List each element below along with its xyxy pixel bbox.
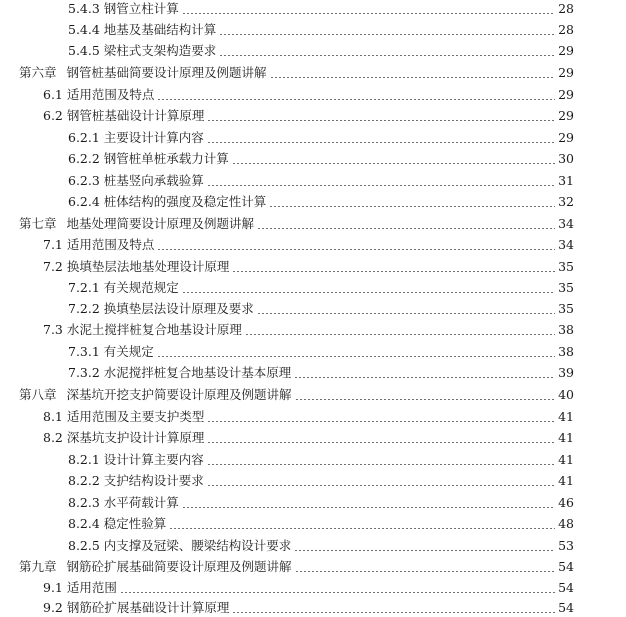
toc-entry[interactable] bbox=[68, 472, 574, 490]
dot-leader bbox=[219, 55, 555, 56]
toc-chapter-entry[interactable] bbox=[19, 558, 574, 576]
toc-entry-page: 41 bbox=[558, 430, 574, 445]
toc-entry-page: 41 bbox=[558, 452, 574, 467]
dot-leader bbox=[207, 464, 555, 465]
toc-entry-title: 7.1 适用范围及特点 bbox=[43, 237, 155, 252]
chapter-number: 第六章 bbox=[19, 65, 57, 80]
toc-entry[interactable] bbox=[68, 150, 574, 168]
dot-leader bbox=[232, 163, 555, 164]
dot-leader bbox=[294, 550, 555, 551]
toc-entry-title: 7.3.2 水泥搅拌桩复合地基设计基本原理 bbox=[68, 365, 292, 380]
toc-entry-page: 48 bbox=[558, 516, 574, 531]
toc-entry-page: 29 bbox=[558, 87, 574, 102]
toc-entry-title: 深基坑开挖支护简要设计原理及例题讲解 bbox=[66, 387, 292, 402]
dot-leader bbox=[219, 34, 555, 35]
toc-entry-title: 8.2.5 内支撑及冠梁、腰梁结构设计要求 bbox=[68, 538, 292, 553]
toc-entry-title: 6.2.1 主要设计计算内容 bbox=[68, 130, 204, 145]
toc-entry[interactable] bbox=[43, 258, 574, 276]
toc-entry[interactable] bbox=[68, 451, 574, 469]
dot-leader bbox=[120, 592, 555, 593]
toc-entry-page: 40 bbox=[558, 387, 574, 402]
toc-entry-page: 54 bbox=[558, 600, 574, 615]
toc-entry-page: 31 bbox=[558, 173, 574, 188]
dot-leader bbox=[245, 334, 555, 335]
toc-entry[interactable] bbox=[43, 236, 574, 254]
toc-entry-title: 6.2.2 钢管桩单桩承载力计算 bbox=[68, 151, 229, 166]
toc-entry-page: 53 bbox=[558, 538, 574, 553]
toc-entry-title: 6.2.4 桩体结构的强度及稳定性计算 bbox=[68, 194, 267, 209]
dot-leader bbox=[157, 249, 555, 250]
dot-leader bbox=[157, 99, 555, 100]
dot-leader bbox=[270, 77, 556, 78]
toc-entry[interactable] bbox=[43, 321, 574, 339]
toc-entry[interactable] bbox=[68, 279, 574, 297]
toc-entry[interactable] bbox=[68, 129, 574, 147]
toc-chapter-entry[interactable] bbox=[19, 64, 574, 82]
toc-entry[interactable] bbox=[68, 21, 574, 39]
toc-entry-page: 28 bbox=[558, 1, 574, 16]
toc-entry-title: 6.1 适用范围及特点 bbox=[43, 87, 155, 102]
toc-entry-page: 29 bbox=[558, 43, 574, 58]
dot-leader bbox=[207, 185, 555, 186]
toc-entry-title: 5.4.3 钢管立柱计算 bbox=[68, 1, 179, 16]
dot-leader bbox=[207, 442, 555, 443]
dot-leader bbox=[269, 206, 555, 207]
dot-leader bbox=[295, 399, 556, 400]
dot-leader bbox=[169, 528, 555, 529]
toc-entry-title: 7.2.2 换填垫层法设计原理及要求 bbox=[68, 301, 254, 316]
dot-leader bbox=[207, 120, 555, 121]
toc-entry-title: 9.2 钢筋砼扩展基础设计计算原理 bbox=[43, 600, 230, 615]
toc-entry[interactable] bbox=[43, 408, 574, 426]
dot-leader bbox=[207, 421, 555, 422]
toc-entry-page: 38 bbox=[558, 322, 574, 337]
toc-entry-title: 7.2 换填垫层法地基处理设计原理 bbox=[43, 259, 230, 274]
dot-leader bbox=[295, 571, 556, 572]
toc-entry-page: 28 bbox=[558, 22, 574, 37]
toc-entry-title: 7.2.1 有关规范规定 bbox=[68, 280, 179, 295]
toc-entry[interactable] bbox=[68, 537, 574, 555]
toc-entry-title: 5.4.5 梁柱式支架构造要求 bbox=[68, 43, 217, 58]
toc-entry-page: 35 bbox=[558, 280, 574, 295]
toc-entry-title: 地基处理简要设计原理及例题讲解 bbox=[66, 216, 255, 231]
toc-entry-title: 8.2 深基坑支护设计计算原理 bbox=[43, 430, 205, 445]
toc-entry[interactable] bbox=[68, 300, 574, 318]
toc-entry[interactable] bbox=[68, 193, 574, 211]
toc-entry[interactable] bbox=[68, 0, 574, 18]
toc-entry-page: 29 bbox=[558, 108, 574, 123]
toc-entry-page: 32 bbox=[558, 194, 574, 209]
toc-entry-title: 7.3 水泥土搅拌桩复合地基设计原理 bbox=[43, 322, 242, 337]
toc-entry-page: 54 bbox=[558, 559, 574, 574]
toc-entry-page: 41 bbox=[558, 473, 574, 488]
toc-entry-page: 35 bbox=[558, 259, 574, 274]
chapter-number: 第七章 bbox=[19, 216, 57, 231]
dot-leader bbox=[294, 377, 555, 378]
dot-leader bbox=[182, 507, 555, 508]
toc-entry-page: 34 bbox=[558, 216, 574, 231]
toc-entry-page: 34 bbox=[558, 237, 574, 252]
toc-entry-page: 38 bbox=[558, 344, 574, 359]
toc-entry-page: 39 bbox=[558, 365, 574, 380]
dot-leader bbox=[257, 228, 555, 229]
toc-entry[interactable] bbox=[68, 364, 574, 382]
dot-leader bbox=[182, 292, 555, 293]
toc-entry[interactable] bbox=[43, 599, 574, 617]
toc-entry-page: 29 bbox=[558, 130, 574, 145]
toc-entry-page: 46 bbox=[558, 495, 574, 510]
chapter-number: 第八章 bbox=[19, 387, 57, 402]
toc-entry[interactable] bbox=[68, 515, 574, 533]
toc-entry[interactable] bbox=[43, 429, 574, 447]
toc-entry-title: 8.1 适用范围及主要支护类型 bbox=[43, 409, 205, 424]
dot-leader bbox=[207, 142, 555, 143]
toc-entry[interactable] bbox=[68, 172, 574, 190]
toc-entry-page: 35 bbox=[558, 301, 574, 316]
toc-entry-title: 6.2 钢管桩基础设计计算原理 bbox=[43, 108, 205, 123]
toc-entry[interactable] bbox=[43, 86, 574, 104]
toc-entry-page: 54 bbox=[558, 580, 574, 595]
toc-entry-page: 29 bbox=[558, 65, 574, 80]
toc-entry-title: 钢管桩基础简要设计原理及例题讲解 bbox=[66, 65, 267, 80]
toc-entry[interactable] bbox=[68, 42, 574, 60]
toc-entry[interactable] bbox=[43, 579, 574, 597]
chapter-number: 第九章 bbox=[19, 559, 57, 574]
toc-entry-page: 30 bbox=[558, 151, 574, 166]
toc-entry-page: 41 bbox=[558, 409, 574, 424]
toc-entry[interactable] bbox=[68, 343, 574, 361]
toc-entry-title: 8.2.4 稳定性验算 bbox=[68, 516, 167, 531]
dot-leader bbox=[257, 313, 555, 314]
dot-leader bbox=[207, 485, 555, 486]
toc-entry-title: 5.4.4 地基及基础结构计算 bbox=[68, 22, 217, 37]
dot-leader bbox=[232, 271, 555, 272]
toc-chapter-entry[interactable] bbox=[19, 386, 574, 404]
toc-entry-title: 9.1 适用范围 bbox=[43, 580, 117, 595]
toc-entry-title: 8.2.1 设计计算主要内容 bbox=[68, 452, 204, 467]
toc-entry-title: 7.3.1 有关规定 bbox=[68, 344, 154, 359]
toc-entry-title: 钢筋砼扩展基础简要设计原理及例题讲解 bbox=[66, 559, 292, 574]
dot-leader bbox=[182, 13, 555, 14]
toc-entry-title: 8.2.2 支护结构设计要求 bbox=[68, 473, 204, 488]
toc-chapter-entry[interactable] bbox=[19, 215, 574, 233]
toc-entry-title: 8.2.3 水平荷载计算 bbox=[68, 495, 179, 510]
toc-entry[interactable] bbox=[68, 494, 574, 512]
toc-entry[interactable] bbox=[43, 107, 574, 125]
dot-leader bbox=[157, 356, 555, 357]
toc-entry-title: 6.2.3 桩基竖向承载验算 bbox=[68, 173, 204, 188]
